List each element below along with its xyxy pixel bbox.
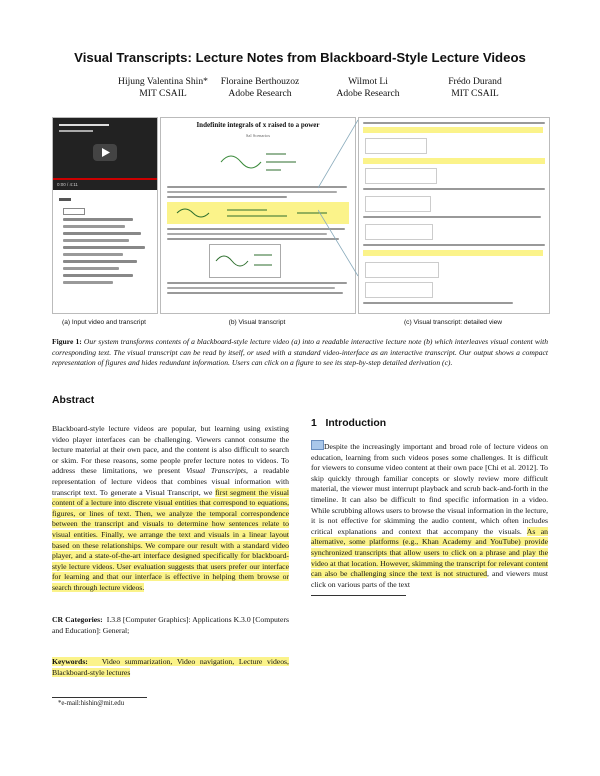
keywords-label: Keywords: [52, 657, 88, 666]
cr-text: I.3.8 [Computer Graphics]: Applications K.3.0 [Computers and Education]: General; [52, 615, 289, 635]
highlight[interactable]: As an alternative, some platforms (e.g., Khan Academy and YouTube) provide synchronized transcripts that allow users to click on a phrase and play the video at that location. However, skimming the transcript for relevant content can also be challenging since the text is not structured [311, 526, 548, 579]
author-affiliation: Adobe Research [336, 88, 400, 99]
intro-text: Despite the increasingly important and broad role of lecture videos on education, learning from such videos poses some challenges. It is difficult for viewers to consume video content at their own pace [Chi et al. 2012]. To skip quickly through familiar concepts or slowly review more difficult material, the viewer must interrupt playback and scrub back-and-forth in the timeline. It can also be difficult to find specific information in a video. While scrubbing allows users to browse the visual information in the lecture, it is not effective for skimming the audio content, which often includes critical explanations and context that accompany the visuals. [311, 442, 548, 536]
keywords-highlight[interactable] [52, 657, 289, 677]
video-player[interactable] [53, 118, 157, 190]
author-name: Hijung Valentina Shin* [118, 76, 208, 87]
caption-c: (c) Visual transcript: detailed view [403, 319, 503, 326]
author-name: Floraine Berthouzoz [220, 76, 300, 87]
cr-label: CR Categories: [52, 615, 103, 624]
keywords [52, 657, 289, 678]
abstract-text: , a readable representation of lecture videos that combines visual information with transcript text. To generate a Visual Transcript, we [52, 466, 290, 497]
figure-label: Figure 1: [52, 337, 82, 346]
author-affiliation: Adobe Research [228, 88, 292, 99]
figure-thumbnail[interactable] [209, 244, 281, 278]
play-icon [93, 144, 117, 161]
keywords-text: Video summarization, Video navigation, Lecture videos, Blackboard-style lectures [52, 657, 289, 677]
equation-sketch [211, 142, 311, 182]
caption-b: (b) Visual transcript [228, 319, 286, 326]
player-time: 0:00 / 4:11 [57, 182, 78, 187]
figure-caption [52, 337, 548, 369]
abstract-body [52, 424, 289, 594]
play-button[interactable] [93, 144, 117, 161]
highlight[interactable]: first segment the visual content of a lecture into discrete visual entities that correspond to equations, figures, or lines of text. Then, we analyze the temporal correspondence between the transcript and visuals to determine how sentences relate to visual entities. Finally, we arrange the text and visuals in a linear layout based on these relationships. We compare our result with a standard video player, and a state-of-the-art interface designed specifically for blackboard-style lecture videos. User evaluation suggests that users prefer our interface for learning and that our interface is effective in helping them browse or search through lecture videos. [52, 487, 289, 592]
author-name: Wilmot Li [348, 76, 388, 87]
abstract-heading: Abstract [52, 395, 95, 406]
panel-b-title: Indefinite integrals of x raised to a power [196, 121, 320, 129]
footnote: *e-mail:hishin@mit.edu [58, 700, 125, 707]
intro-title: Introduction [325, 418, 387, 429]
footnote-rule [52, 697, 147, 698]
author-affiliation: MIT CSAIL [451, 88, 499, 99]
figure-panel-a [52, 117, 158, 314]
cr-categories [52, 615, 289, 636]
figure-caption-text: Our system transforms contents of a blackboard-style lecture video (a) into a readable interactive lecture note (b) which interleaves visual content with corresponding text. The visual transcript can be read by itself, or used with a standard video-interface as an interactive transcript. Our output shows a compact representation of figures and hides redundant information. Users can click on a figure to see its step-by-step detailed derivation (c). [52, 337, 548, 368]
intro-number: 1 [311, 418, 317, 429]
intro-heading [311, 418, 386, 429]
author-name: Frédo Durand [448, 76, 502, 87]
intro-body [311, 440, 548, 590]
equation-sketch [210, 245, 280, 277]
divider [311, 595, 406, 596]
comment-icon[interactable] [311, 440, 324, 450]
abstract-italic: Visual Transcripts [186, 466, 246, 476]
paper-title: Visual Transcripts: Lecture Notes from Blackboard-Style Lecture Videos [74, 50, 526, 65]
zoom-callout-lines [318, 118, 360, 278]
author-affiliation: MIT CSAIL [139, 88, 187, 99]
figure-panel-c [358, 117, 550, 314]
abstract-text: Blackboard-style lecture videos are popular, but learning using existing video player interfaces can be challenging. Viewers cannot consume the lecture material at their own pace, and the content is also difficult to search or skim. For these reasons, some people prefer lecture notes to videos. To address these limitations, we present [52, 424, 289, 476]
caption-a: (a) Input video and transcript [62, 319, 146, 326]
intro-text: , and viewers must click on various parts of the text [311, 569, 548, 589]
author-4 [400, 76, 550, 100]
panel-b-subtitle: Sal Scenarios [245, 133, 271, 138]
